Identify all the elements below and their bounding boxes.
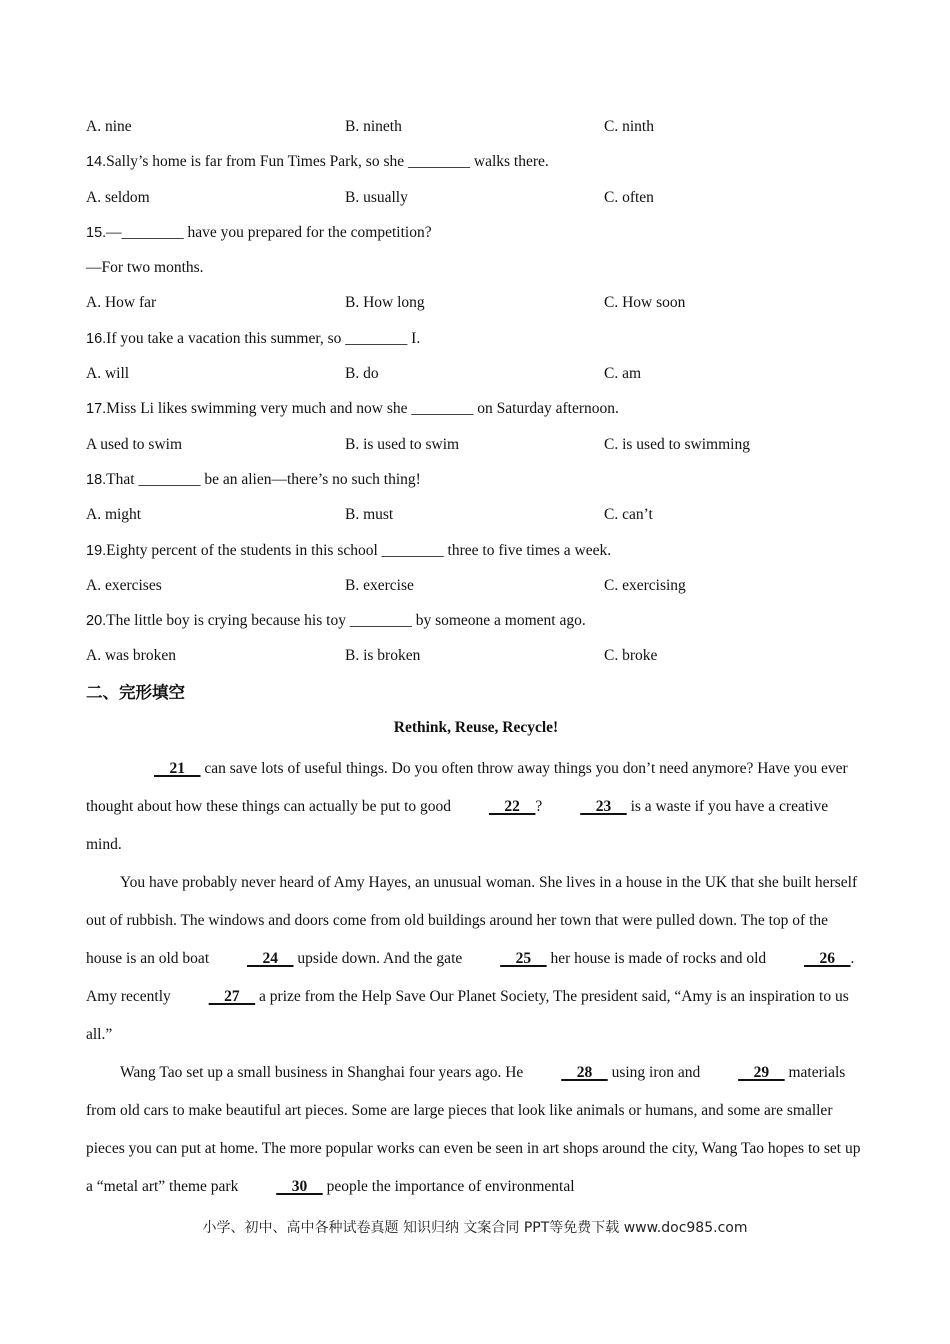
q15-option-c: C. How soon [604, 294, 686, 312]
cloze-text: materials from old cars to make beautiful art pieces. Some are large pieces that look like animals or humans, and some are smaller pieces you can put at home. The more popular works can even be seen in art shops around the city, Wang Tao hopes to set up a “metal art” theme park [86, 1063, 861, 1195]
q18-option-b: B. must [345, 506, 394, 524]
q13-option-b: B. nineth [345, 118, 402, 135]
q17-option-c: C. is used to swimming [604, 435, 750, 453]
cloze-paragraph-1 [86, 750, 866, 864]
cloze-text: her house is made of rocks and old [546, 949, 771, 967]
cloze-blank: 25 [500, 949, 547, 967]
q15-option-a: A. How far [86, 294, 157, 312]
q20-option-b: B. is broken [345, 647, 421, 665]
q20-option-a: A. was broken [86, 647, 176, 665]
cloze-text: a prize from the Help Save Our Planet Society, The president said, “Amy is an inspiration to us all.” [86, 987, 849, 1043]
q17-option-b: B. is used to swim [345, 435, 460, 453]
q15-option-b: B. How long [345, 294, 425, 312]
cloze-blank: 26 [804, 949, 851, 967]
cloze-title: Rethink, Reuse, Recycle! [393, 718, 559, 736]
q14-stem [86, 149, 866, 184]
q13-options [86, 114, 866, 149]
cloze-text: people the importance of environmental [322, 1177, 575, 1195]
cloze-blank: 23 [580, 797, 627, 815]
cloze-text: You have probably never heard of Amy Hayes, an unusual woman. She lives in a house in the UK that she built herself out of rubbish. The windows and doors come from old buildings around her town that were pulled down. The top of the house is an old boat [86, 873, 858, 967]
q16-option-c: C. am [604, 365, 642, 383]
cloze-text: can save lots of useful things. Do you often throw away things you don’t need anymore? Have you ever thought about how these things can actually be put to good [86, 759, 848, 815]
cloze-blank: 27 [208, 987, 256, 1005]
cloze-blank: 21 [154, 759, 201, 777]
q13-option-c: C. ninth [604, 118, 654, 135]
q18-option-a: A. might [86, 506, 142, 524]
q17-number: 17. [86, 401, 107, 418]
q14-number: 14. [86, 154, 107, 171]
footer-watermark: 小学、初中、高中各种试卷真题 知识归纳 文案合同 PPT等免费下载 www.doc985.com [202, 1220, 748, 1236]
q20-number: 20. [86, 613, 107, 630]
q19-option-b: B. exercise [345, 576, 414, 594]
exam-content [86, 114, 866, 1206]
q19-options [86, 573, 866, 608]
q19-stem [86, 538, 866, 573]
q17-text: Miss Li likes swimming very much and now she ________ on Saturday afternoon. [106, 400, 619, 418]
cloze-text: using iron and [607, 1063, 705, 1081]
q19-option-c: C. exercising [604, 576, 686, 594]
q20-text: The little boy is crying because his toy ________ by someone a moment ago. [106, 612, 586, 630]
cloze-text: Wang Tao set up a small business in Shanghai four years ago. He [120, 1063, 528, 1081]
q17-options [86, 432, 866, 467]
q16-options [86, 361, 866, 396]
q16-option-b: B. do [345, 365, 379, 383]
q15-text: —________ have you prepared for the competition? [106, 223, 432, 241]
cloze-blank: 29 [738, 1063, 785, 1081]
q20-option-c: C. broke [604, 647, 658, 665]
q14-option-b: B. usually [345, 188, 408, 206]
q18-stem [86, 467, 866, 502]
q16-text: If you take a vacation this summer, so ________ I. [106, 329, 421, 347]
q16-number: 16. [86, 330, 107, 347]
cloze-paragraph-2 [86, 864, 866, 1054]
cloze-blank: 30 [276, 1177, 323, 1195]
cloze-paragraph-3 [86, 1054, 866, 1206]
cloze-text: is a waste if you have a creative mind. [86, 797, 829, 853]
q19-option-a: A. exercises [86, 576, 162, 594]
q15-answer-line: —For two months. [86, 259, 204, 277]
q15-stem [86, 220, 866, 255]
cloze-text: upside down. And the gate [293, 949, 467, 967]
q18-options [86, 502, 866, 537]
q17-option-a: A used to swim [86, 435, 183, 453]
section-heading-cloze: 二、完形填空 [86, 682, 185, 702]
q16-option-a: A. will [86, 365, 130, 383]
q20-stem [86, 608, 866, 643]
q14-options [86, 185, 866, 220]
cloze-blank: 28 [561, 1063, 608, 1081]
q15-number: 15. [86, 224, 107, 241]
q15-options [86, 290, 866, 325]
cloze-blank: 24 [247, 949, 294, 967]
q20-options [86, 643, 866, 678]
q19-text: Eighty percent of the students in this school ________ three to five times a week. [106, 541, 612, 559]
q18-text: That ________ be an alien—there’s no such thing! [106, 470, 421, 488]
q14-option-a: A. seldom [86, 188, 150, 206]
q16-stem [86, 326, 866, 361]
q18-option-c: C. can’t [604, 506, 653, 524]
cloze-blank: 22 [488, 797, 536, 815]
q17-stem [86, 396, 866, 431]
q14-text: Sally’s home is far from Fun Times Park, so she ________ walks there. [106, 153, 549, 171]
cloze-text: . Amy recently [86, 949, 855, 1005]
q14-option-c: C. often [604, 188, 654, 206]
q13-option-a: A. nine [86, 118, 132, 135]
cloze-text: ? [535, 797, 547, 815]
q18-number: 18. [86, 471, 107, 488]
q19-number: 19. [86, 542, 107, 559]
